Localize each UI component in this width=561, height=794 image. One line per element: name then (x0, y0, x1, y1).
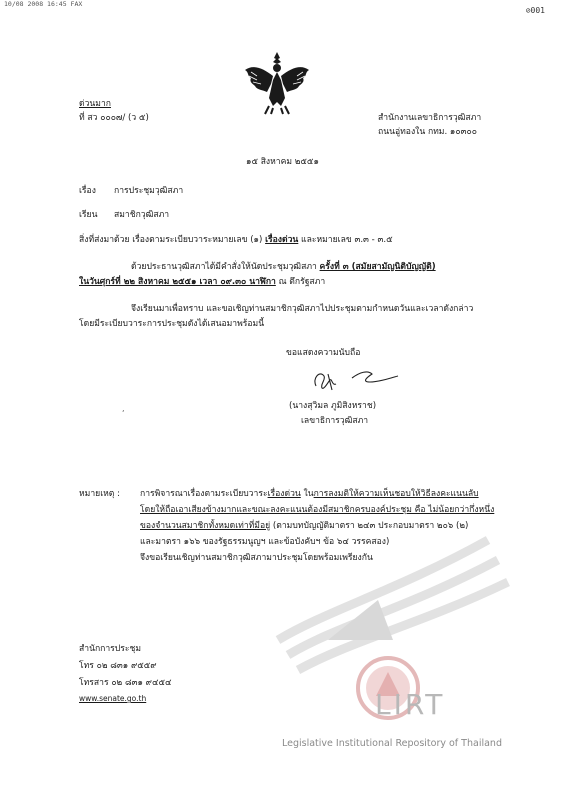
signer-name: (นางสุวิมล ภูมิสิงหราช) (289, 401, 377, 411)
note-1d: การลงมติให้ความเห็นชอบให้วิธีลงคะแนนลับ (313, 489, 479, 499)
note-1c: ใน (300, 489, 314, 499)
footer-website-link[interactable]: www.senate.go.th (79, 694, 147, 703)
footer-phone: โทร ๐๒ ๘๓๑ ๙๕๕๙ (79, 661, 157, 671)
enclosure-line (79, 234, 393, 246)
lirt-logo-text: LIRT (375, 688, 446, 721)
signer-title: เลขาธิการวุฒิสภา (301, 416, 369, 426)
paragraph-2-line-1: จึงเรียนมาเพื่อทราบ และขอเชิญท่านสมาชิกวุฒิสภาไปประชุมตามกำหนดวันและเวลาดังกล่าว (131, 304, 474, 314)
footer-fax: โทรสาร ๐๒ ๘๓๑ ๙๔๕๔ (79, 678, 172, 688)
page-icon: ⊘ (525, 6, 531, 15)
office-name: สำนักงานเลขาธิการวุฒิสภา (378, 113, 482, 123)
subject-value: การประชุมวุฒิสภา (114, 186, 184, 196)
recipient-label: เรียน (79, 210, 98, 220)
note-line-5: จึงขอเรียนเชิญท่านสมาชิกวุฒิสภามาประชุมโดยพร้อมเพรียงกัน (140, 553, 373, 563)
note-label: หมายเหตุ : (79, 489, 121, 499)
enclosure-urgent: เรื่องด่วน (265, 235, 299, 245)
note-3a: ของจำนวนสมาชิกทั้งหมดเท่าที่มีอยู่ (140, 521, 271, 531)
office-address: ถนนอู่ทองใน กทม. ๑๐๓๐๐ (378, 127, 478, 137)
footer-department: สำนักการประชุม (79, 644, 141, 654)
note-line-1 (140, 488, 479, 500)
paragraph-1-line-2 (79, 276, 325, 288)
p1-text: ด้วยประธานวุฒิสภาได้มีคำสั่งให้นัดประชุมวุฒิสภา (131, 262, 320, 272)
subject-label: เรื่อง (79, 186, 96, 196)
note-line-4: และมาตรา ๑๖๖ ของรัฐธรรมนูญฯ และข้อบังคับฯ ข้อ ๖๔ วรรคสอง) (140, 537, 390, 547)
p1-session: ครั้งที่ ๓ (สมัยสามัญนิติบัญญัติ) (319, 262, 436, 272)
paragraph-2-line-2: โดยมีระเบียบวาระการประชุมดังได้เสนอมาพร้อมนี้ (79, 319, 265, 329)
fax-header: 10/08 2008 16:45 FAX (4, 0, 83, 8)
note-1b: เรื่องด่วน (267, 489, 301, 499)
signature-image (306, 364, 402, 392)
p1-venue: ณ ตึกรัฐสภา (275, 277, 326, 287)
note-1a: การพิจารณาเรื่องตามระเบียบวาระ (140, 489, 268, 499)
garuda-emblem-icon (243, 50, 311, 116)
note-3b: (ตามบทบัญญัติมาตรา ๒๔๓ ประกอบมาตรา ๒๐๖ (๒) (270, 521, 469, 531)
p1-datetime: ในวันศุกร์ที่ ๒๒ สิงหาคม ๒๕๕๑ เวลา ๐๙.๓๐ นาฬิกา (79, 277, 276, 287)
paragraph-1-line-1 (131, 261, 436, 273)
letter-date: ๑๕ สิงหาคม ๒๕๕๑ (246, 157, 319, 167)
recipient-value: สมาชิกวุฒิสภา (114, 210, 170, 220)
closing: ขอแสดงความนับถือ (286, 348, 361, 358)
note-line-2: โดยให้ถือเอาเสียงข้างมากและขณะลงคะแนนต้องมีสมาชิกครบองค์ประชุม คือ ไม่น้อยกว่ากึ่งหนึ่ง (140, 505, 495, 515)
lirt-subtitle: Legislative Institutional Repository of Thailand (282, 738, 502, 749)
enclosure-prefix: สิ่งที่ส่งมาด้วย เรื่องตามระเบียบวาระหมายเลข (๑) (79, 235, 266, 245)
note-line-3 (140, 520, 468, 532)
page-number-value: 001 (530, 6, 545, 15)
stray-mark: , (122, 404, 125, 413)
enclosure-suffix: และหมายเลข ๓.๓ - ๓.๕ (298, 235, 393, 245)
urgency-label: ด่วนมาก (79, 99, 111, 109)
page-number (526, 6, 545, 15)
document-number: ที่ สว ๐๐๐๗/ (ว ๕) (79, 113, 149, 123)
